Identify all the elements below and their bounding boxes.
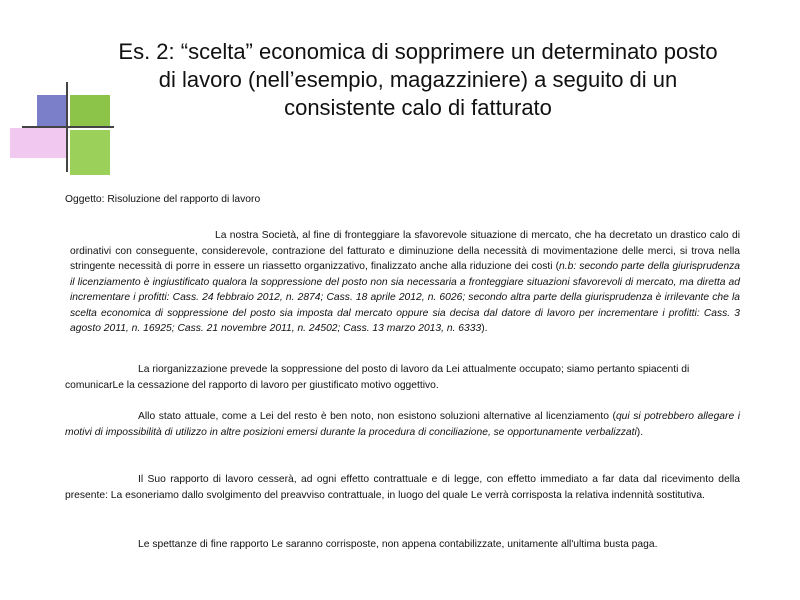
decorative-square-blue (37, 95, 67, 127)
decorative-square-green-lower (70, 130, 110, 175)
slide-title: Es. 2: “scelta” economica di sopprimere un determinato posto di lavoro (nell’esempio, magazziniere) a seguito di un consistente calo di fatturato (118, 39, 718, 120)
decorative-horizontal-line (22, 126, 114, 128)
paragraph-5 (65, 537, 740, 553)
paragraph-4 (65, 472, 740, 503)
letter-subject: Oggetto: Risoluzione del rapporto di lavoro (65, 194, 261, 205)
paragraph-5-text: Le spettanze di fine rapporto Le saranno corrisposte, non appena contabilizzate, unitamente all'ultima busta paga. (138, 539, 658, 550)
paragraph-3-text: Allo stato attuale, come a Lei del resto è ben noto, non esistono soluzioni alternative al licenziamento ( (138, 411, 616, 422)
paragraph-1-end: ). (481, 323, 488, 334)
paragraph-3 (65, 409, 740, 440)
paragraph-1-note: n.b: secondo parte della giurisprudenza il licenziamento è ingiustificato qualora la soppressione del posto non sia necessaria a fronteggiare situazioni sfavorevoli di mercato, ma diretta ad incrementare i profitti: Cass. 24 febbraio 2012, n. 2874; Cass. 18 aprile 2012, n. 6026; secondo altra parte della giurisprudenza è irrilevante che la scelta economica di soppressione del posto sia imposta dal mercato oppure sia decisa dal datore di lavoro per incrementare i profitti: Cass. 3 agosto 2011, n. 16925; Cass. 21 novembre 2011, n. 24502; Cass. 13 marzo 2013, n. 6333 (70, 261, 740, 334)
paragraph-3-end: ). (636, 426, 644, 438)
paragraph-4-text: Il Suo rapporto di lavoro cesserà, ad ogni effetto contrattuale e di legge, con effetto immediato a far data dal ricevimento della presente: La esoneriamo dallo svolgimento del preavviso contrattuale, in luogo del quale Le verrà corrisposta la relativa indennità sostitutiva. (65, 474, 740, 501)
paragraph-3-note: qui si potrebbero allegare i motivi di impossibilità di utilizzo in altre posizioni emersi durante la procedura di conciliazione, se opportunamente verbalizzati (65, 411, 740, 438)
paragraph-1-text: La nostra Società, al fine di fronteggiare la sfavorevole situazione di mercato, che ha decretato un drastico calo di ordinativi con conseguente, considerevole, contrazione del fatturato e diminuzione della necessità di movimentazione delle merci, si trova nella stringente necessità di porre in essere un riassetto organizzativo, finalizzato anche alla riduzione dei costi ( (70, 230, 740, 272)
decorative-square-green (70, 95, 110, 127)
decorative-square-pink (10, 128, 68, 158)
paragraph-2-text: La riorganizzazione prevede la soppressione del posto di lavoro da Lei attualmente occupato; siamo pertanto spiacenti di comunicarLe la cessazione del rapporto di lavoro per giustificato motivo oggettivo. (65, 364, 690, 391)
paragraph-1 (65, 228, 740, 337)
paragraph-2 (65, 362, 740, 393)
